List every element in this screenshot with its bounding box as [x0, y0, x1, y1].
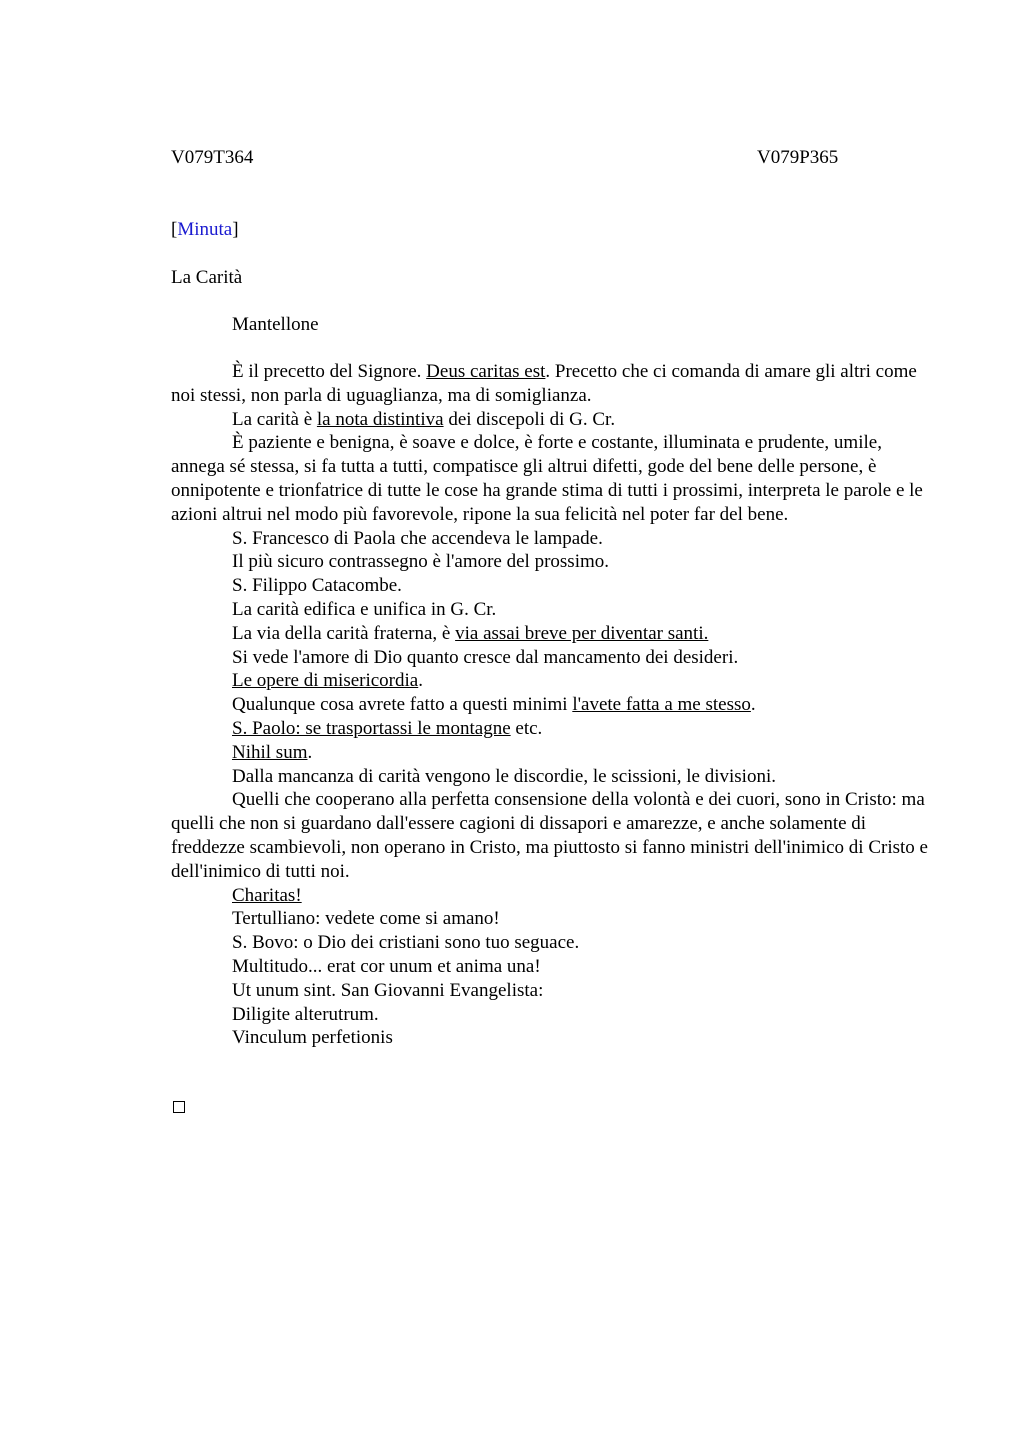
document-body [171, 360, 931, 1050]
underlined-text: Deus caritas est [426, 361, 546, 382]
paragraph-10 [171, 669, 931, 693]
text: È paziente e benigna, è soave e dolce, è forte e costante, illuminata e prudente, umile, annega sé stessa, si fa tutta a tutti, compatisce gli altrui difetti, gode del bene delle persone, è onnipotente e trionfatrice di tutte le cose ha grande stima di tutti i prossimi, interpreta le parole e le azioni altrui nel modo più favorevole, ripone la sua felicità nel poter far del bene. [171, 432, 923, 525]
paragraph-19 [171, 955, 931, 979]
end-marker-box-icon [173, 1101, 185, 1113]
paragraph-14 [171, 765, 931, 789]
text: Ut unum sint. San Giovanni Evangelista: [232, 979, 544, 1001]
header-right-code: V079P365 [757, 147, 839, 168]
text: Il più sicuro contrassegno è l'amore del prossimo. [232, 551, 610, 573]
text: etc. [510, 717, 543, 739]
paragraph-21 [171, 1003, 931, 1027]
text: Quelli che cooperano alla perfetta consensione della volontà e dei cuori, sono in Cristo: ma quelli che non si guardano dall'essere cagioni di dissapori e amarezze, e anche solamente di freddezze scambievoli, non operano in Cristo, ma piuttosto si fanno ministri dell'inimico di Cristo e dell'inimico di tutti noi. [171, 789, 928, 882]
text: La via della carità fraterna, è [232, 622, 456, 644]
paragraph-8 [171, 622, 931, 646]
paragraph-6 [171, 574, 931, 598]
document-subtitle: Mantellone [232, 314, 319, 335]
minuta-link[interactable]: Minuta [177, 219, 233, 240]
text: . Precetto che ci comanda di amare gli altri come noi stessi, non parla di uguaglianza, ma di somiglianza. [171, 361, 917, 406]
paragraph-3 [171, 431, 931, 526]
text: La carità è [232, 408, 317, 430]
text: Qualunque cosa avrete fatto a questi minimi [232, 694, 573, 716]
text: S. Bovo: o Dio dei cristiani sono tuo seguace. [232, 932, 580, 954]
text: S. Francesco di Paola che accendeva le lampade. [232, 527, 603, 549]
underlined-text: S. Paolo: se trasportassi le montagne [232, 717, 511, 739]
text: . [418, 670, 423, 692]
text: dei discepoli di G. Cr. [443, 408, 616, 430]
underlined-text: Charitas! [232, 884, 302, 906]
text: Multitudo... erat cor unum et anima una! [232, 955, 541, 977]
paragraph-18 [171, 931, 931, 955]
text: Vinculum perfetionis [232, 1027, 393, 1049]
text: Tertulliano: vedete come si amano! [232, 908, 500, 930]
text: Diligite alterutrum. [232, 1003, 379, 1025]
header-left-code: V079T364 [171, 147, 254, 168]
paragraph-9 [171, 646, 931, 670]
bracket-open: [ [171, 219, 178, 240]
paragraph-5 [171, 550, 931, 574]
text: . [307, 741, 313, 763]
text: È il precetto del Signore. [232, 361, 427, 382]
paragraph-2 [171, 408, 931, 432]
paragraph-1 [171, 360, 931, 408]
underlined-text: Nihil sum [232, 741, 308, 763]
document-title: La Carità [171, 267, 243, 288]
text: . [750, 694, 756, 716]
text: Dalla mancanza di carità vengono le discordie, le scissioni, le divisioni. [232, 765, 776, 787]
paragraph-4 [171, 527, 931, 551]
paragraph-20 [171, 979, 931, 1003]
minuta-line [171, 218, 239, 242]
underlined-text: la nota distintiva [316, 408, 444, 430]
paragraph-15 [171, 788, 931, 883]
text: Si vede l'amore di Dio quanto cresce dal mancamento dei desideri. [232, 646, 739, 668]
paragraph-7 [171, 598, 931, 622]
paragraph-22 [171, 1026, 931, 1050]
text: La carità edifica e unifica in G. Cr. [232, 598, 497, 620]
text: S. Filippo Catacombe. [232, 575, 402, 597]
underlined-text: Le opere di misericordia [232, 670, 419, 692]
bracket-close: ] [232, 219, 239, 240]
underlined-text: l'avete fatta a me stesso [572, 694, 751, 716]
paragraph-17 [171, 907, 931, 931]
underlined-text: via assai breve per diventar santi. [455, 622, 709, 644]
paragraph-11 [171, 693, 931, 717]
paragraph-12 [171, 717, 931, 741]
paragraph-13 [171, 741, 931, 765]
paragraph-16 [171, 884, 931, 908]
